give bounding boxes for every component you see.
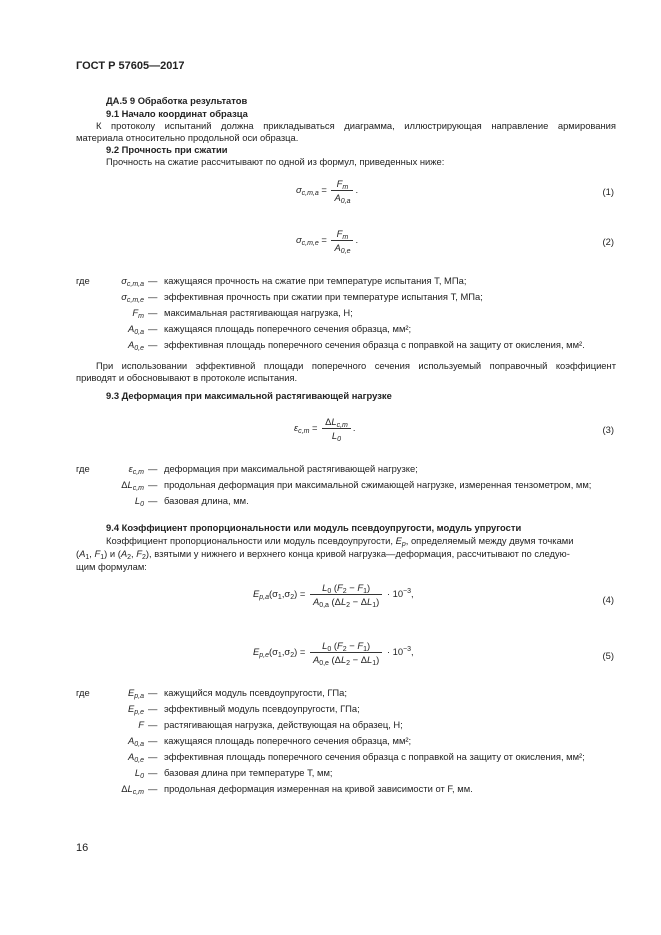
definition-text: базовая длина, мм.	[164, 495, 249, 506]
symbol: F	[138, 719, 144, 730]
definition-text: эффективный модуль псевдоупругости, ГПа;	[164, 703, 360, 714]
definition-text: продольная деформация измеренная на кривой зависимости от F, мм.	[164, 783, 473, 794]
equation-3: $\varepsilon_{c,m}$ = $\frac{\Delta L_{c,m}}{L_0}$ .	[294, 416, 356, 443]
symbol: $E_{p,e}$	[128, 703, 144, 716]
definition-text: эффективная прочность при сжатии при температуре испытания T, МПа;	[164, 291, 483, 302]
equation-3-number: (3)	[602, 424, 614, 435]
symbol: $A_{0,a}$	[128, 735, 144, 748]
definition-text: базовая длина при температуре T, мм;	[164, 767, 333, 778]
definition-text: эффективная площадь поперечного сечения образца с поправкой на защиту от окисления, мм²;	[164, 751, 585, 762]
section-title-9-4: 9.4 Коэффициент пропорциональности или модуль псевдоупругости, модуль упругости	[106, 522, 522, 533]
equation-2-number: (2)	[602, 236, 614, 247]
document-header: ГОСТ Р 57605—2017	[76, 60, 185, 72]
equation-4: $E_{p,a}(\sigma_1,\sigma_2)$ = $\frac{L_0 (F_2 - F_1)}{A_{0,a} (\Delta L_2 - \Delta L_1)}$ · $10^{-3}$,	[253, 582, 414, 609]
definition-text: кажущаяся прочность на сжатие при температуре испытания T, МПа;	[164, 275, 467, 286]
section-9-4-text-line1: Коэффициент пропорциональности или модуль псевдоупругости, $E_p$, определяемый между двумя точками	[106, 535, 574, 548]
definition-text: максимальная растягивающая нагрузка, Н;	[164, 307, 353, 318]
equation-1-number: (1)	[602, 186, 614, 197]
symbol: $E_{p,a}$	[128, 687, 144, 700]
section-title-9-3: 9.3 Деформация при максимальной растягивающей нагрузке	[106, 390, 392, 401]
symbol: $L_0$	[134, 495, 144, 508]
symbol: $A_{0,a}$	[128, 323, 144, 336]
section-9-4-text-line3: щим формулам:	[76, 561, 147, 572]
correction-text-line1: При использовании эффективной площади поперечного сечения используемый поправочный коэффициент	[96, 360, 616, 371]
equation-2: $\sigma_{c,m,e}$ = $\frac{F_m}{A_{0,e}}$ .	[296, 228, 359, 255]
equation-5-number: (5)	[602, 650, 614, 661]
definition-text: растягивающая нагрузка, действующая на образец, Н;	[164, 719, 403, 730]
definition-text: деформация при максимальной растягивающей нагрузке;	[164, 463, 418, 474]
where-label: где	[76, 275, 90, 286]
section-9-2-text: Прочность на сжатие рассчитывают по одной из формул, приведенных ниже:	[106, 156, 445, 167]
symbol: $\sigma_{c,m,e}$	[121, 291, 144, 304]
symbol: $\sigma_{c,m,a}$	[121, 275, 144, 288]
symbol: $F_m$	[132, 307, 144, 320]
section-9-1-text-line2: материала относительно продольной оси образца.	[76, 132, 299, 143]
definition-text: продольная деформация при максимальной сжимающей нагрузке, измеренная тензометром, мм;	[164, 479, 592, 490]
symbol: $A_{0,e}$	[128, 339, 144, 352]
definition-text: кажущаяся площадь поперечного сечения образца, мм²;	[164, 323, 412, 334]
symbol: $\Delta L_{c,m}$	[121, 783, 144, 796]
section-title-9-1: 9.1 Начало координат образца	[106, 108, 248, 119]
where-label: где	[76, 463, 90, 474]
symbol: $A_{0,e}$	[128, 751, 144, 764]
section-title-da5: ДА.5 9 Обработка результатов	[106, 95, 248, 106]
definition-text: кажущаяся площадь поперечного сечения образца, мм²;	[164, 735, 412, 746]
section-title-9-2: 9.2 Прочность при сжатии	[106, 144, 228, 155]
definition-text: кажущийся модуль псевдоупругости, ГПа;	[164, 687, 347, 698]
definition-text: эффективная площадь поперечного сечения образца с поправкой на защиту от окисления, мм².	[164, 339, 585, 350]
page-number: 16	[76, 842, 89, 854]
equation-5: $E_{p,e}(\sigma_1,\sigma_2)$ = $\frac{L_0 (F_2 - F_1)}{A_{0,e} (\Delta L_2 - \Delta L_1)}$ · $10^{-3}$,	[253, 640, 414, 667]
correction-text-line2: приводят и обосновывают в протоколе испытания.	[76, 372, 298, 383]
equation-4-number: (4)	[602, 594, 614, 605]
section-9-1-text-line1: К протоколу испытаний должна прикладываться диаграмма, иллюстрирующая направление армирования	[96, 120, 616, 131]
where-label: где	[76, 687, 90, 698]
section-9-4-text-line2: ($A_1$, $F_1$) и ($A_2$, $F_2$), взятыми у нижнего и верхнего конца кривой нагрузка—деформация, рассчитывают по следую-	[76, 548, 570, 561]
symbol: $L_0$	[134, 767, 144, 780]
equation-1: $\sigma_{c,m,a}$ = $\frac{F_m}{A_{0,a}}$ .	[296, 178, 359, 205]
symbol: $\varepsilon_{c,m}$	[128, 463, 144, 476]
symbol: $\Delta L_{c,m}$	[121, 479, 144, 492]
